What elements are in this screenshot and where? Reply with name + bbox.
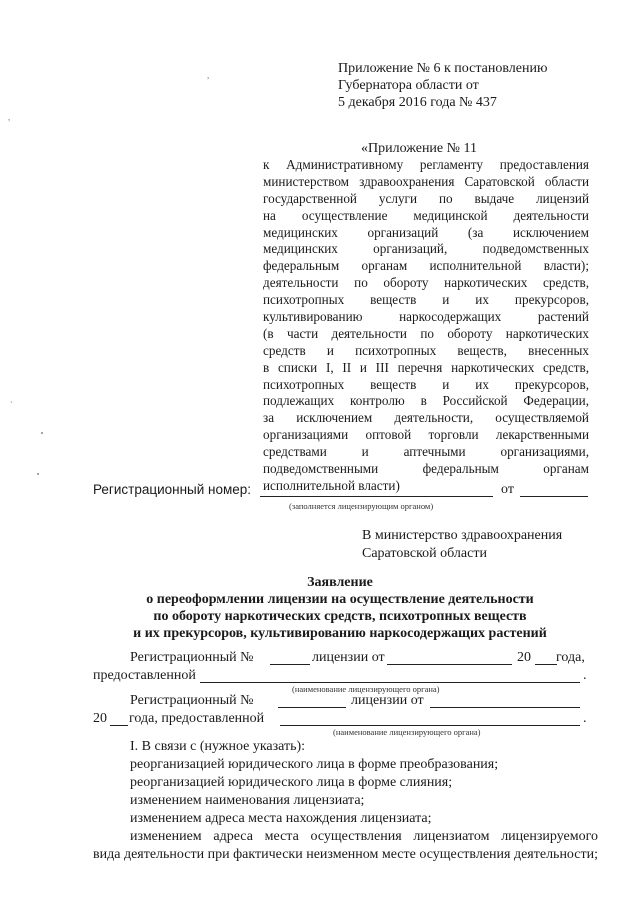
reg1-year-suffix: года, bbox=[556, 650, 585, 665]
annex-line: федеральным органам исполнительной власти); bbox=[263, 258, 589, 274]
statement-title: Заявление bbox=[307, 575, 373, 590]
scan-mark: ` bbox=[10, 400, 13, 410]
annex-line: психотропных веществ и их прекурсоров, bbox=[263, 292, 589, 308]
recipient-block bbox=[362, 527, 562, 563]
annex-line: подведомственными федеральным органам bbox=[263, 461, 589, 477]
registration-from-label: от bbox=[501, 482, 514, 497]
annex-line: культивированию наркосодержащих растений bbox=[263, 309, 589, 325]
annex-line: средств и психотропных веществ, внесенных bbox=[263, 342, 589, 358]
reg2-year-field[interactable] bbox=[110, 725, 128, 726]
reg2-year-prefix: 20 bbox=[93, 711, 107, 726]
reg1-license-from: лицензии от bbox=[312, 650, 385, 665]
annex-line: (в части деятельности по обороту наркотических bbox=[263, 325, 589, 341]
provided1-end: . bbox=[583, 668, 587, 683]
reason-option-continued: вида деятельности при фактически неизменном месте осуществления деятельности; bbox=[93, 847, 598, 862]
authority-note: (наименование лицензирующего органа) bbox=[333, 727, 481, 737]
registration-label: Регистрационный номер: bbox=[93, 482, 252, 497]
registration-note: (заполняется лицензирующим органом) bbox=[289, 501, 434, 511]
annex-line: психотропных веществ и их прекурсоров, bbox=[263, 376, 589, 392]
statement-subtitle: по обороту наркотических средств, психотропных веществ bbox=[153, 609, 527, 624]
recipient-line: В министерство здравоохранения bbox=[362, 528, 563, 543]
reason-option: реорганизацией юридического лица в форме слияния; bbox=[130, 775, 453, 790]
reason-option: изменением наименования лицензиата; bbox=[130, 793, 365, 808]
reason-option: изменением адреса места нахождения лицензиата; bbox=[130, 811, 432, 826]
scan-mark: , bbox=[8, 112, 11, 122]
annex-line: к Административному регламенту предоставления bbox=[263, 157, 589, 172]
annex-line: министерством здравоохранения Саратовской области bbox=[263, 173, 589, 189]
statement-subtitle: и их прекурсоров, культивированию наркосодержащих растений bbox=[133, 626, 547, 641]
annex-line: средствами и аптечными организациями, bbox=[263, 444, 589, 460]
reg2-provided-label: года, предоставленной bbox=[129, 711, 265, 726]
reason-option: реорганизацией юридического лица в форме преобразования; bbox=[130, 757, 499, 772]
reg1-date-field[interactable] bbox=[387, 664, 512, 665]
header-line: Приложение № 6 к постановлению bbox=[338, 61, 548, 76]
reg1-year-field[interactable] bbox=[535, 664, 557, 665]
registration-number-field[interactable] bbox=[260, 496, 493, 497]
header-line: 5 декабря 2016 года № 437 bbox=[338, 95, 497, 110]
annex-line: исполнительной власти) bbox=[263, 477, 400, 493]
section-heading: I. В связи с (нужное указать): bbox=[130, 739, 306, 754]
reg2-license-from: лицензии от bbox=[351, 693, 424, 708]
annex-line: подлежащих контролю в Российской Федерации, bbox=[263, 393, 589, 409]
reason-option: изменением адреса места осуществления лицензиатом лицензируемого bbox=[130, 829, 598, 844]
scan-mark: , bbox=[207, 70, 210, 80]
reg1-number-field[interactable] bbox=[270, 664, 310, 665]
provided1-authority-field[interactable] bbox=[200, 682, 580, 683]
provided1-label: предоставленной bbox=[93, 668, 196, 683]
annex-line: деятельности по обороту наркотических средств, bbox=[263, 275, 589, 291]
statement-subtitle: о переоформлении лицензии на осуществление деятельности bbox=[146, 592, 534, 607]
annex-line: медицинских организаций (за исключением bbox=[263, 224, 589, 240]
reg2-end: . bbox=[583, 711, 587, 726]
reg1-label: Регистрационный № bbox=[130, 650, 254, 665]
annex-title: «Приложение № 11 bbox=[361, 141, 477, 156]
scan-speck bbox=[37, 473, 39, 475]
header-line: Губернатора области от bbox=[338, 78, 479, 93]
annex-line: медицинских организаций, подведомственных bbox=[263, 241, 589, 257]
annex-line: в списки I, II и III перечня наркотических средств, bbox=[263, 359, 589, 375]
scan-speck bbox=[41, 432, 43, 434]
recipient-line: Саратовской области bbox=[362, 546, 487, 561]
reg2-authority-field[interactable] bbox=[280, 725, 580, 726]
authority-note: (наименование лицензирующего органа) bbox=[292, 684, 440, 694]
approval-header bbox=[338, 60, 547, 111]
reg2-number-field[interactable] bbox=[278, 707, 346, 708]
annex-line: государственной услуги по выдаче лицензий bbox=[263, 190, 589, 206]
reg2-date-field[interactable] bbox=[430, 707, 580, 708]
annex-line: организациями оптовой торговли лекарственными bbox=[263, 427, 589, 443]
registration-date-field[interactable] bbox=[520, 496, 588, 497]
annex-line: на осуществление медицинской деятельности bbox=[263, 207, 589, 223]
annex-line: за исключением деятельности, осуществляемой bbox=[263, 410, 589, 426]
reg2-label: Регистрационный № bbox=[130, 693, 254, 708]
annex-text-block bbox=[263, 157, 589, 495]
reg1-year-prefix: 20 bbox=[517, 650, 531, 665]
